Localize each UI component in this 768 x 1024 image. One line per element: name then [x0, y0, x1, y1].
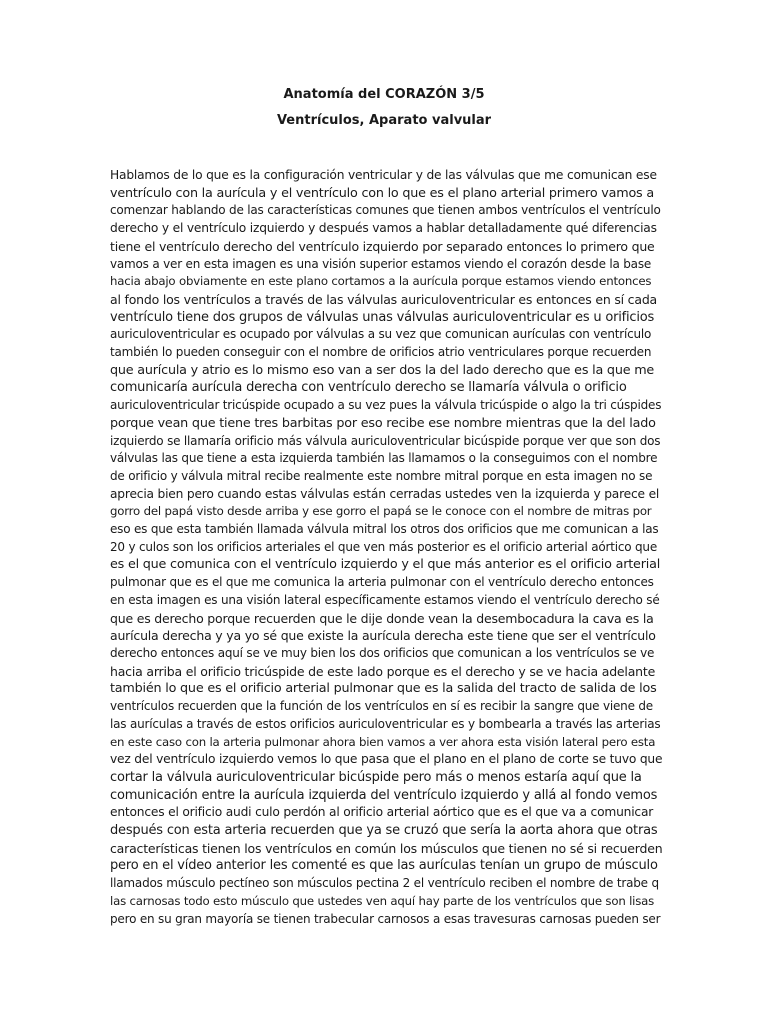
body-text-line: hacia arriba el orificio tricúspide de este lado porque es el derecho y se ve hacia adelante [110, 663, 656, 679]
body-text-line: pero en el vídeo anterior les comenté es que las aurículas tenían un grupo de músculo [110, 858, 658, 874]
body-text-line: es el que comunica con el ventrículo izquierdo y el que más anterior es el orificio arterial [110, 557, 661, 573]
body-text-line: derecho entonces aquí se ve muy bien los dos orificios que comunican a los ventrículos se ve [110, 645, 655, 660]
body-text-line: ventrículo tiene dos grupos de válvulas unas válvulas auriculoventricular es u orificios [110, 309, 655, 325]
body-text-line: comenzar hablando de las características comunes que tienen ambos ventrículos el ventrículo [110, 203, 661, 218]
body-text-line: tiene el ventrículo derecho del ventrículo izquierdo por separado entonces lo primero que [110, 238, 655, 254]
body-text-line: características tienen los ventrículos en común los músculos que tienen no sé si recuerden [110, 840, 663, 856]
body-text-line: cortar la válvula auriculoventricular bicúspide pero más o menos estaría aquí que la [110, 769, 642, 785]
body-text-line: pulmonar que es el que me comunica la arteria pulmonar con el ventrículo derecho entonces [110, 575, 654, 590]
body-text-line: en esta imagen es una visión lateral específicamente estamos viendo el ventrículo derecho sé [110, 592, 660, 607]
body-text-line: comunicaría aurícula derecha con ventrículo derecho se llamaría válvula o orificio [110, 380, 627, 396]
body-text-line: auriculoventricular es ocupado por válvulas a su vez que comunican aurículas con ventrículo [110, 327, 652, 342]
body-text-line: llamados músculo pectíneo son músculos pectina 2 el ventrículo reciben el nombre de trabe q [110, 876, 659, 891]
body-text-line: eso es que esta también llamada válvula mitral los otros dos orificios que me comunican a las [110, 522, 659, 537]
body-text-line: hacia abajo obviamente en este plano cortamos a la aurícula porque estamos viendo entonces [110, 274, 652, 289]
body-text-line: aprecia bien pero cuando estas válvulas están cerradas ustedes ven la izquierda y parece el [110, 486, 660, 501]
body-text-line: 20 y culos son los orificios arteriales el que ven más posterior es el orificio arterial aórtico que [110, 539, 658, 554]
body-text-line: gorro del papá visto desde arriba y ese gorro el papá se le conoce con el nombre de mitras por [110, 504, 652, 519]
body-text-line: ventrículo con la aurícula y el ventrículo con lo que es el plano arterial primero vamos a [110, 185, 654, 201]
body-text-line: ventrículos recuerden que la función de los ventrículos en sí es recibir la sangre que viene de [110, 699, 653, 714]
document-body [110, 167, 662, 928]
body-text-line: comunicación entre la aurícula izquierda del ventrículo izquierdo y allá al fondo vemos [110, 787, 658, 803]
body-text-line: aurícula derecha y ya yo sé que existe la aurícula derecha este tiene que ser el ventrículo [110, 628, 656, 644]
document-subtitle: Ventrículos, Aparato valvular [276, 113, 492, 128]
body-text-line: auriculoventricular tricúspide ocupado a su vez pues la válvula tricúspide o algo la tri cúspides [110, 398, 662, 413]
body-text-line: que es derecho porque recuerden que le dije donde vean la desembocadura la cava es la [110, 610, 654, 626]
body-text-line: de orificio y válvula mitral recibe realmente este nombre mitral porque en esta imagen no se [110, 468, 653, 483]
body-text-line: que aurícula y atrio es lo mismo eso van a ser dos la del lado derecho que es la que me [110, 362, 655, 378]
body-text-line: las aurículas a través de estos orificios auriculoventricular es y bombearla a través las arterias [110, 716, 661, 731]
body-text-line: Hablamos de lo que es la configuración ventricular y de las válvulas que me comunican ese [110, 168, 657, 182]
document-title: Anatomía del CORAZÓN 3/5 [283, 87, 485, 102]
body-text-line: las carnosas todo esto músculo que ustedes ven aquí hay parte de los ventrículos que son lisas [110, 893, 655, 908]
body-text-line: pero en su gran mayoría se tienen trabecular carnosos a esas travesuras carnosas pueden ser [110, 911, 661, 926]
body-text-line: derecho y el ventrículo izquierdo y después vamos a hablar detalladamente qué diferencias [110, 221, 657, 236]
body-text-line: vez del ventrículo izquierdo vemos lo que pasa que el plano en el plano de corte se tuvo que [110, 752, 663, 767]
body-text-line: en este caso con la arteria pulmonar ahora bien vamos a ver ahora esta visión lateral pero esta [110, 734, 656, 749]
body-text-line: también lo pueden conseguir con el nombre de orificios atrio ventriculares porque recuerden [110, 345, 652, 360]
body-text-line: vamos a ver en esta imagen es una visión superior estamos viendo el corazón desde la base [110, 256, 652, 271]
body-text-line: válvulas las que tiene a esta izquierda también las llamamos o la conseguimos con el nombre [110, 451, 658, 466]
body-text-line: izquierdo se llamaría orificio más válvula auriculoventricular bicúspide porque ver que son dos [110, 433, 661, 448]
body-text-line: también lo que es el orificio arterial pulmonar que es la salida del tracto de salida de los [110, 681, 657, 697]
body-text-line: al fondo los ventrículos a través de las válvulas auriculoventricular es entonces en sí cada [110, 291, 658, 307]
body-text-line: después con esta arteria recuerden que ya se cruzó que sería la aorta ahora que otras [110, 823, 658, 839]
body-text-line: entonces el orificio audi culo perdón al orificio arterial aórtico que es el que va a comunicar [110, 805, 654, 820]
body-text-line: porque vean que tiene tres barbitas por eso recibe ese nombre mientras que la del lado [110, 415, 656, 431]
